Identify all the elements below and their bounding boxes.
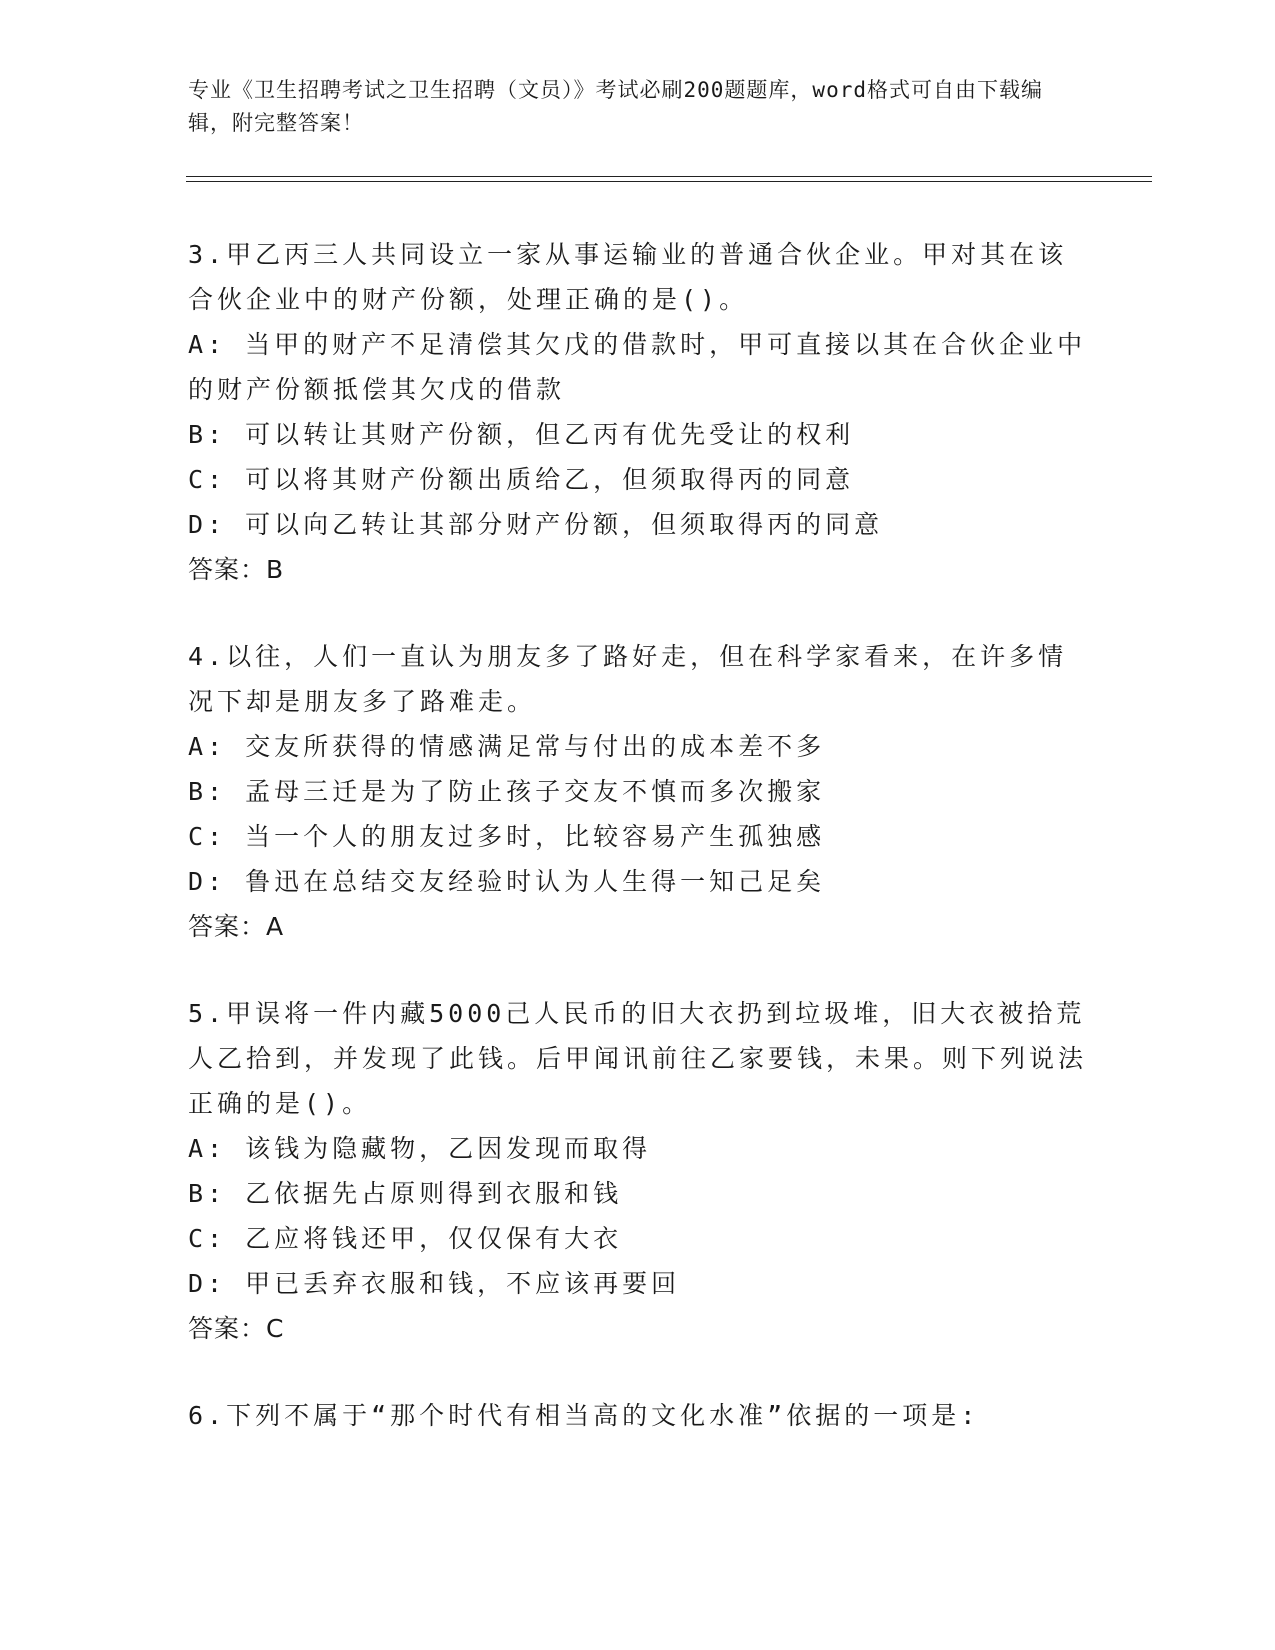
header-divider-top	[186, 176, 1152, 177]
option-d: D: 可以向乙转让其部分财产份额，但须取得丙的同意	[188, 510, 884, 539]
question-6	[188, 1393, 1088, 1438]
header-title: 专业《卫生招聘考试之卫生招聘（文员）》考试必刷200题题库，word格式可自由下载编辑，附完整答案！	[188, 78, 1043, 135]
option-a: A: 该钱为隐藏物，乙因发现而取得	[188, 1134, 652, 1163]
answer-line: 答案：C	[188, 1314, 285, 1343]
option-d: D: 甲已丢弃衣服和钱，不应该再要回	[188, 1269, 681, 1298]
question-stem: 6.下列不属于“那个时代有相当高的文化水准”依据的一项是:	[188, 1401, 980, 1430]
option-c: C: 当一个人的朋友过多时，比较容易产生孤独感	[188, 822, 826, 851]
option-c: C: 乙应将钱还甲，仅仅保有大衣	[188, 1224, 623, 1253]
question-list	[188, 232, 1088, 1480]
answer-line: 答案：B	[188, 555, 285, 584]
option-b: B: 乙依据先占原则得到衣服和钱	[188, 1179, 623, 1208]
question-3	[188, 232, 1088, 592]
option-d: D: 鲁迅在总结交友经验时认为人生得一知己足矣	[188, 867, 826, 896]
question-stem: 5.甲误将一件内藏5000己人民币的旧大衣扔到垃圾堆，旧大衣被拾荒人乙拾到，并发现了此钱。后甲闻讯前往乙家要钱，未果。则下列说法正确的是()。	[188, 999, 1088, 1118]
question-4	[188, 634, 1088, 949]
question-stem: 4.以往，人们一直认为朋友多了路好走，但在科学家看来，在许多情况下却是朋友多了路难走。	[188, 642, 1068, 716]
option-b: B: 孟母三迁是为了防止孩子交友不慎而多次搬家	[188, 777, 826, 806]
answer-line: 答案：A	[188, 912, 285, 941]
option-b: B: 可以转让其财产份额，但乙丙有优先受让的权利	[188, 420, 855, 449]
option-c: C: 可以将其财产份额出质给乙，但须取得丙的同意	[188, 465, 855, 494]
question-stem: 3.甲乙丙三人共同设立一家从事运输业的普通合伙企业。甲对其在该合伙企业中的财产份额，处理正确的是()。	[188, 240, 1068, 314]
option-a: A: 交友所获得的情感满足常与付出的成本差不多	[188, 732, 826, 761]
header-divider-bottom	[186, 181, 1152, 182]
document-header	[188, 74, 1068, 140]
option-a: A: 当甲的财产不足清偿其欠戊的借款时，甲可直接以其在合伙企业中的财产份额抵偿其欠戊的借款	[188, 330, 1087, 404]
question-5	[188, 991, 1088, 1351]
